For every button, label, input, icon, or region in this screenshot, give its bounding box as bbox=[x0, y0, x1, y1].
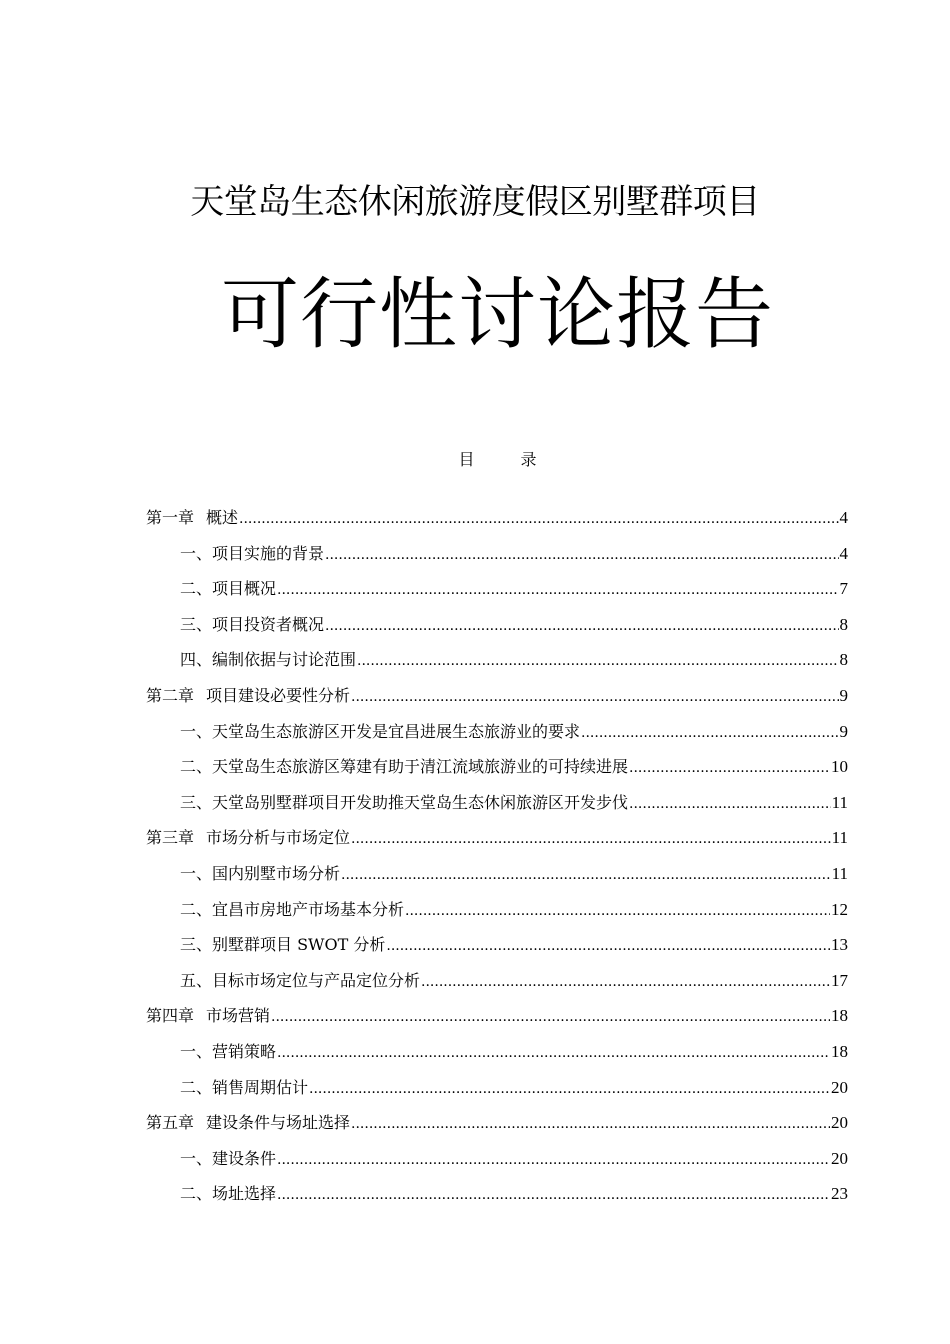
toc-page-number: 9 bbox=[839, 685, 848, 705]
toc-entry-label bbox=[146, 998, 270, 1034]
toc-entry[interactable] bbox=[146, 1176, 848, 1212]
toc-page-number: 20 bbox=[831, 1113, 848, 1133]
toc-leader-dots bbox=[239, 502, 838, 538]
toc-chapter-number: 第四章 bbox=[146, 1006, 195, 1026]
toc-entry-label: 二、销售周期估计 bbox=[180, 1077, 309, 1097]
toc-page-number: 13 bbox=[831, 935, 848, 955]
toc-entry[interactable] bbox=[146, 856, 848, 892]
toc-entry[interactable] bbox=[146, 1070, 848, 1106]
toc-leader-dots bbox=[421, 965, 830, 1001]
toc-entry[interactable] bbox=[146, 536, 848, 572]
toc-leader-dots bbox=[629, 787, 831, 823]
toc-chapter-number: 第一章 bbox=[146, 508, 195, 527]
toc-page-number: 12 bbox=[831, 899, 848, 919]
toc-page-number: 8 bbox=[839, 614, 848, 634]
toc-entry-label: 五、目标市场定位与产品定位分析 bbox=[180, 970, 421, 990]
toc-page-number: 17 bbox=[831, 970, 848, 990]
toc-entry[interactable] bbox=[146, 927, 848, 963]
toc-entry-label: 二、宜昌市房地产市场基本分析 bbox=[180, 899, 405, 919]
toc-page-number: 8 bbox=[839, 650, 848, 670]
toc-leader-dots bbox=[271, 1000, 830, 1036]
toc-page-number: 11 bbox=[831, 863, 848, 883]
toc-chapter-number: 第三章 bbox=[146, 828, 195, 848]
toc-heading-right: 录 bbox=[520, 450, 537, 469]
toc-entry-label: 四、编制依据与讨论范围 bbox=[180, 650, 357, 670]
toc-entry[interactable] bbox=[146, 1105, 848, 1141]
toc-entry[interactable] bbox=[146, 500, 848, 536]
toc-entry-label: 三、天堂岛别墅群项目开发助推天堂岛生态休闲旅游区开发步伐 bbox=[180, 792, 629, 812]
document-subtitle: 天堂岛生态休闲旅游度假区别墅群项目 bbox=[190, 182, 760, 222]
toc-heading-left: 目 bbox=[458, 450, 475, 469]
toc-leader-dots bbox=[357, 644, 838, 680]
toc-chapter-title: 建设条件与场址选择 bbox=[206, 1113, 351, 1133]
toc-entry-label: 一、国内别墅市场分析 bbox=[180, 863, 341, 883]
toc-entry-label bbox=[146, 1105, 350, 1141]
toc-entry-label: 一、项目实施的背景 bbox=[180, 543, 325, 563]
toc-entry[interactable] bbox=[146, 678, 848, 714]
toc-entry-label: 二、项目概况 bbox=[180, 579, 277, 599]
toc-entry[interactable] bbox=[146, 998, 848, 1034]
toc-entry[interactable] bbox=[146, 714, 848, 750]
toc-chapter-number: 第二章 bbox=[146, 685, 195, 705]
table-of-contents bbox=[146, 500, 848, 1212]
toc-leader-dots bbox=[325, 609, 838, 645]
toc-page-number: 11 bbox=[831, 828, 848, 848]
toc-entry[interactable] bbox=[146, 820, 848, 856]
toc-chapter-number: 第五章 bbox=[146, 1113, 195, 1133]
toc-page-number: 18 bbox=[831, 1006, 848, 1026]
toc-chapter-title: 市场分析与市场定位 bbox=[206, 828, 351, 848]
toc-leader-dots bbox=[277, 1036, 830, 1072]
toc-entry-label: 二、场址选择 bbox=[180, 1184, 277, 1204]
toc-page-number: 11 bbox=[831, 792, 848, 812]
toc-leader-dots bbox=[351, 1107, 830, 1143]
toc-entry-label: 一、天堂岛生态旅游区开发是宜昌进展生态旅游业的要求 bbox=[180, 721, 581, 741]
toc-entry[interactable] bbox=[146, 642, 848, 678]
document-title: 可行性讨论报告 bbox=[220, 270, 774, 360]
toc-entry[interactable] bbox=[146, 963, 848, 999]
toc-chapter-title: 项目建设必要性分析 bbox=[206, 685, 351, 705]
toc-page-number: 10 bbox=[831, 757, 848, 777]
toc-page-number: 20 bbox=[831, 1148, 848, 1168]
toc-page-number: 9 bbox=[839, 721, 848, 741]
toc-entry[interactable] bbox=[146, 749, 848, 785]
toc-leader-dots bbox=[325, 538, 838, 574]
toc-entry-label bbox=[146, 678, 350, 714]
toc-page-number: 4 bbox=[839, 508, 848, 527]
toc-page-number: 7 bbox=[839, 579, 848, 599]
toc-entry-label: 一、建设条件 bbox=[180, 1148, 277, 1168]
toc-entry[interactable] bbox=[146, 1034, 848, 1070]
toc-entry[interactable] bbox=[146, 607, 848, 643]
toc-leader-dots bbox=[277, 573, 838, 609]
toc-page-number: 18 bbox=[831, 1041, 848, 1061]
toc-leader-dots bbox=[581, 716, 838, 752]
toc-leader-dots bbox=[629, 751, 830, 787]
toc-chapter-title: 概述 bbox=[206, 508, 239, 527]
toc-entry[interactable] bbox=[146, 571, 848, 607]
toc-entry-label: 一、营销策略 bbox=[180, 1041, 277, 1061]
toc-page-number: 4 bbox=[839, 543, 848, 563]
toc-leader-dots bbox=[351, 822, 831, 858]
toc-entry[interactable] bbox=[146, 785, 848, 821]
toc-entry[interactable] bbox=[146, 892, 848, 928]
toc-leader-dots bbox=[341, 858, 831, 894]
toc-entry-label bbox=[146, 500, 238, 536]
toc-leader-dots bbox=[277, 1178, 830, 1214]
toc-entry-label bbox=[146, 820, 350, 856]
toc-page-number: 23 bbox=[831, 1184, 848, 1204]
toc-entry-label: 三、别墅群项目 SWOT 分析 bbox=[180, 935, 386, 955]
toc-leader-dots bbox=[277, 1143, 830, 1179]
toc-entry-label: 二、天堂岛生态旅游区筹建有助于清江流域旅游业的可持续进展 bbox=[180, 757, 629, 777]
toc-entry[interactable] bbox=[146, 1141, 848, 1177]
toc-leader-dots bbox=[351, 680, 838, 716]
toc-page-number: 20 bbox=[831, 1077, 848, 1097]
toc-entry-label: 三、项目投资者概况 bbox=[180, 614, 325, 634]
toc-heading bbox=[0, 450, 950, 470]
toc-leader-dots bbox=[405, 894, 830, 930]
toc-leader-dots bbox=[309, 1072, 830, 1108]
toc-leader-dots bbox=[386, 929, 830, 965]
toc-chapter-title: 市场营销 bbox=[206, 1006, 271, 1026]
